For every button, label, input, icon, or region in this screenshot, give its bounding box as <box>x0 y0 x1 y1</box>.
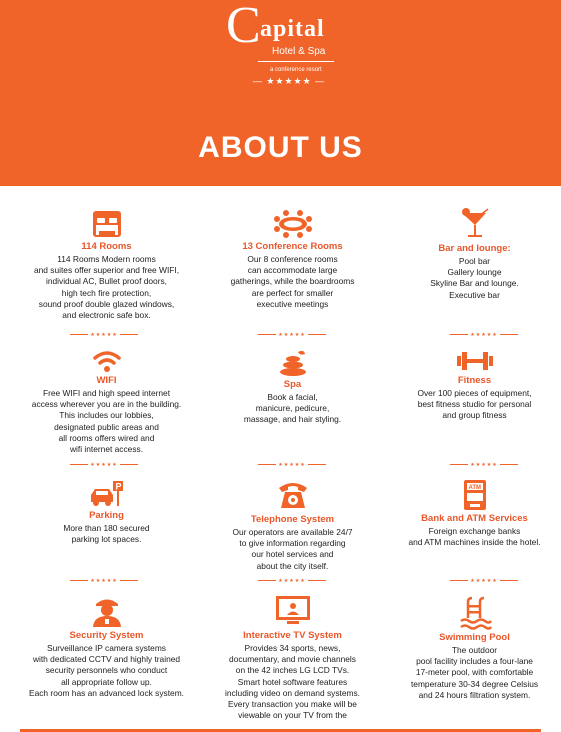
feature-rooms <box>13 209 200 321</box>
logo-subtitle: Hotel & Spa <box>272 46 326 57</box>
atm-icon <box>462 479 488 511</box>
feature-description: Provides 34 sports, news, documentary, and movie channels on the 42 inches LG LCD TVs. Smart hotel software features including video on demand systems. Every transaction you make will be viewable on your TV from the <box>224 643 360 721</box>
telephone-icon <box>276 478 310 512</box>
cocktail-icon <box>458 207 492 241</box>
feature-title: Spa <box>283 379 302 390</box>
feature-conference <box>199 209 386 310</box>
feature-title: Telephone System <box>250 514 335 525</box>
feature-title: Bar and lounge: <box>438 243 511 254</box>
logo-divider <box>258 61 334 62</box>
feature-pool <box>381 596 561 701</box>
feature-bar <box>381 207 561 301</box>
feature-title: Swimming Pool <box>439 632 510 643</box>
feature-description: Foreign exchange banks and ATM machines inside the hotel. <box>408 526 541 548</box>
logo-stars: — ★★★★★ — <box>252 76 326 86</box>
logo-initial: C <box>226 0 261 54</box>
separator: ★★★★★ <box>59 577 149 585</box>
feature-description: More than 180 secured parking lot spaces. <box>63 523 150 545</box>
spa-stones-icon <box>278 349 308 377</box>
separator: ★★★★★ <box>439 331 529 339</box>
feature-security <box>13 594 200 699</box>
feature-tv <box>199 594 386 721</box>
feature-title: 114 Rooms <box>81 241 132 252</box>
feature-title: WIFI <box>96 375 117 386</box>
separator: ★★★★★ <box>59 331 149 339</box>
security-guard-icon <box>90 594 124 628</box>
feature-telephone <box>199 478 386 572</box>
separator: ★★★★★ <box>247 331 337 339</box>
feature-wifi <box>13 349 200 455</box>
feature-description: Free WIFI and high speed internet access wherever you are in the building. This includes our lobbies, designated public areas and all rooms offers wired and wifi internet access. <box>31 388 182 455</box>
conference-table-icon <box>271 209 315 239</box>
logo-name: apital <box>260 16 325 42</box>
feature-description: 114 Rooms Modern rooms and suites offer superior and free WIFI, individual AC, Bullet proof doors, high tech fire protection, sound proof double glazed windows, and electronic safe box. <box>33 254 180 321</box>
separator: ★★★★★ <box>247 461 337 469</box>
separator: ★★★★★ <box>59 461 149 469</box>
svg-text:ATM: ATM <box>468 485 481 491</box>
feature-description: Our operators are available 24/7 to give information regarding our hotel services and about the city itself. <box>232 527 353 571</box>
feature-fitness <box>381 349 561 422</box>
feature-spa <box>199 349 386 426</box>
wifi-icon <box>92 349 122 373</box>
feature-title: Fitness <box>457 375 492 386</box>
svg-text:P: P <box>115 481 122 492</box>
feature-description: Book a facial, manicure, pedicure, massage, and hair styling. <box>243 392 342 425</box>
tv-icon <box>274 594 312 628</box>
feature-description: Over 100 pieces of equipment, best fitness studio for personal and group fitness <box>417 388 532 421</box>
logo-tagline: a conference resort <box>270 67 322 73</box>
feature-title: Bank and ATM Services <box>421 513 528 524</box>
feature-parking <box>13 480 200 545</box>
feature-title: 13 Conference Rooms <box>242 241 343 252</box>
feature-description: The outdoor pool facility includes a four-lane 17-meter pool, with comfortable temperature 30-34 degree Celsius and 24 hours filtration system. <box>410 645 539 700</box>
header-banner <box>0 0 561 186</box>
hotel-logo <box>222 0 342 94</box>
feature-description: Surveillance IP camera systems with dedicated CCTV and highly trained security personnels who conduct all appropriate follow up. Each room has an advanced lock system. <box>28 643 184 698</box>
page-title: ABOUT US <box>198 131 363 164</box>
feature-description: Pool bar Gallery lounge Skyline Bar and lounge. Executive bar <box>430 256 519 300</box>
feature-title: Security System <box>69 630 144 641</box>
feature-title: Interactive TV System <box>243 630 342 641</box>
separator: ★★★★★ <box>247 577 337 585</box>
feature-description: Our 8 conference rooms can accommodate large gatherings, while the boardrooms are perfect for smaller executive meetings <box>230 254 355 309</box>
dumbbell-icon <box>455 349 495 373</box>
feature-bank-atm <box>381 479 561 548</box>
bed-icon <box>91 209 123 239</box>
separator: ★★★★★ <box>439 577 529 585</box>
parking-car-icon <box>87 480 127 508</box>
swimming-pool-icon <box>458 596 492 630</box>
separator: ★★★★★ <box>439 461 529 469</box>
feature-title: Parking <box>89 510 124 521</box>
